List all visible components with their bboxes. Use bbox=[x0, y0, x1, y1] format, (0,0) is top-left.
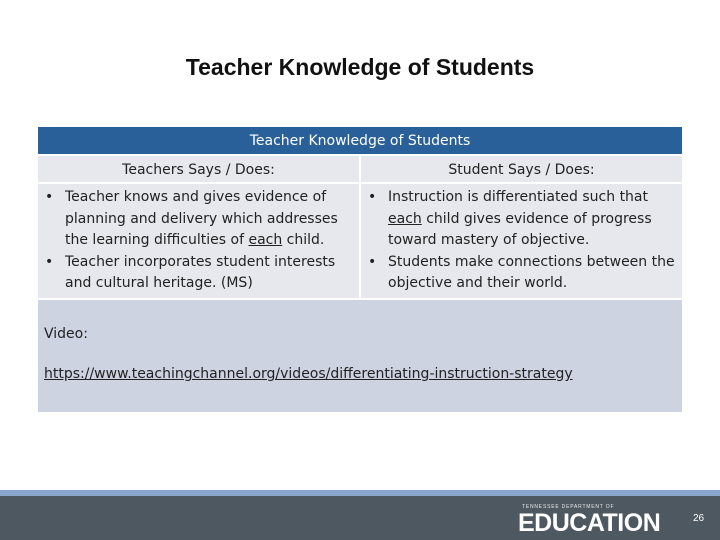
content-row bbox=[37, 183, 683, 299]
item-emphasis: each bbox=[248, 232, 283, 248]
bullet-icon: • bbox=[45, 253, 54, 270]
page-number: 26 bbox=[693, 513, 705, 524]
column-header-student: Student Says / Does: bbox=[360, 155, 683, 183]
teacher-cell bbox=[37, 183, 360, 299]
item-emphasis: each bbox=[388, 210, 422, 227]
list-item bbox=[38, 187, 359, 252]
bullet-icon: • bbox=[368, 189, 377, 205]
bullet-icon: • bbox=[45, 189, 54, 205]
column-header-teacher: Teachers Says / Does: bbox=[37, 155, 360, 183]
bullet-icon: • bbox=[368, 253, 377, 270]
slide-title: Teacher Knowledge of Students bbox=[185, 54, 535, 80]
logo-education-text: EDUCATION bbox=[518, 509, 661, 537]
column-header-row bbox=[37, 155, 683, 183]
logo-department-text: TENNESSEE DEPARTMENT OF bbox=[522, 504, 615, 510]
video-row bbox=[37, 299, 683, 413]
education-logo bbox=[518, 499, 682, 537]
item-text: Teacher knows and gives evidence of planning and delivery which addresses the learning difficulties of bbox=[65, 189, 338, 248]
student-cell bbox=[360, 183, 683, 299]
list-item bbox=[38, 252, 359, 295]
list-item bbox=[361, 252, 682, 295]
item-text-end: child. bbox=[282, 232, 325, 248]
item-text: Instruction is differentiated such that bbox=[388, 189, 648, 205]
video-link[interactable]: https://www.teachingchannel.org/videos/differentiating-instruction-strategy bbox=[44, 366, 573, 382]
item-text: Teacher incorporates student interests and cultural heritage. (MS) bbox=[65, 253, 336, 291]
list-item bbox=[361, 187, 682, 252]
table-header: Teacher Knowledge of Students bbox=[37, 126, 683, 155]
knowledge-table bbox=[37, 126, 683, 413]
video-label: Video: bbox=[44, 326, 88, 342]
item-text-end: child gives evidence of progress toward mastery of objective. bbox=[388, 210, 652, 248]
item-text: Students make connections between the objective and their world. bbox=[388, 253, 675, 291]
